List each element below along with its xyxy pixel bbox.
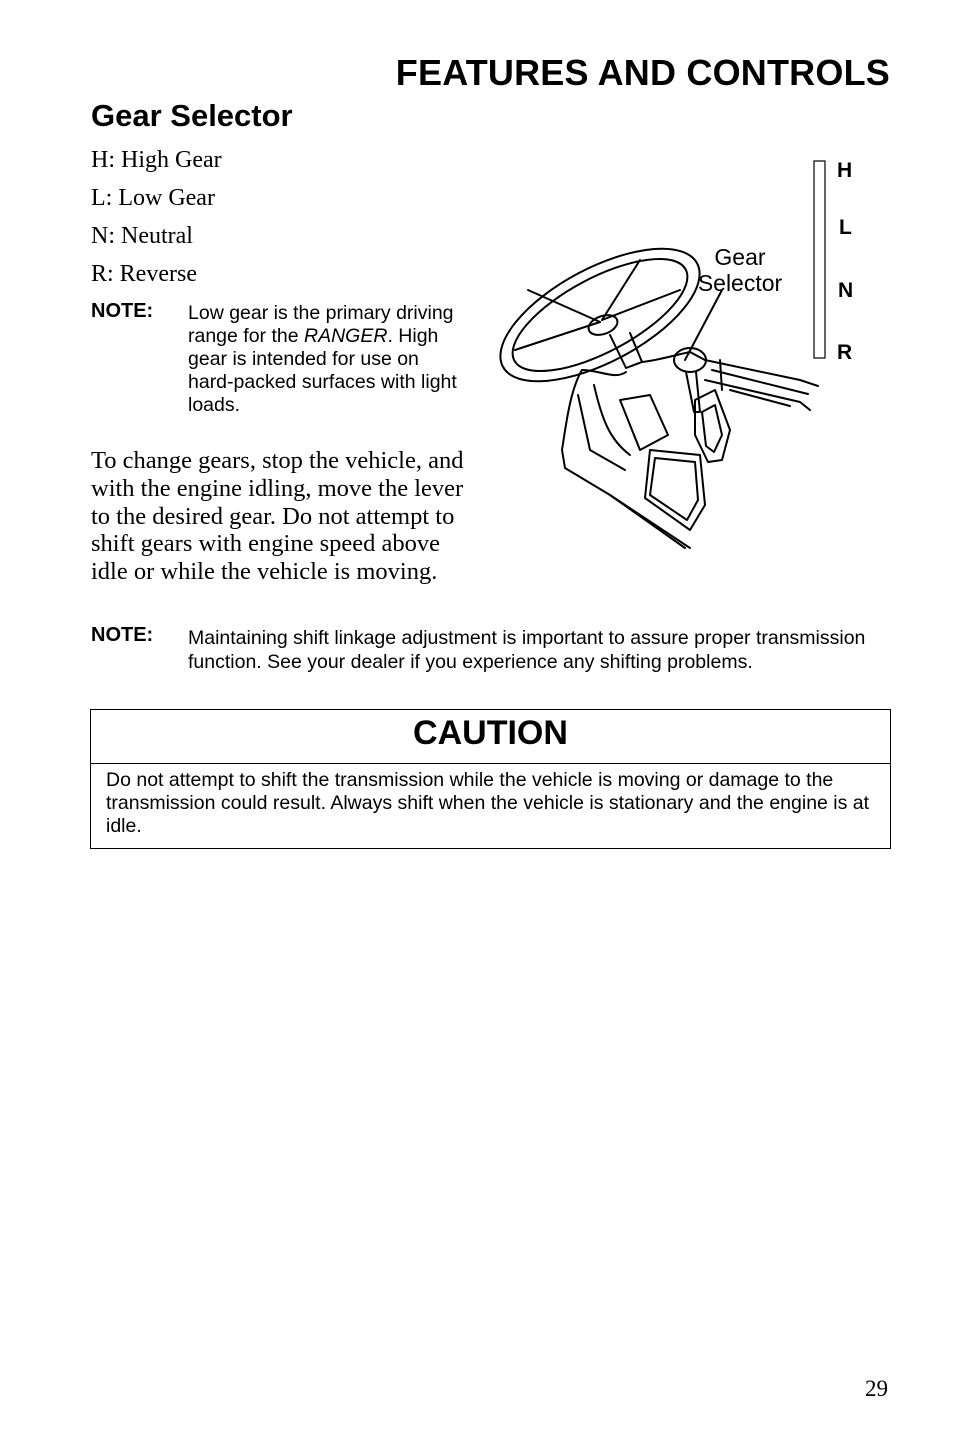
page-number: 29 <box>865 1376 888 1401</box>
caution-text: Do not attempt to shift the transmission while the vehicle is moving or damage to the transmission could result. Always shift when the vehicle is stationary and the engine is at idle. <box>106 769 870 837</box>
caution-title: CAUTION <box>91 710 890 764</box>
gear-position-r: R <box>837 341 853 364</box>
gear-position-n: N <box>838 279 854 302</box>
note-label: NOTE: <box>91 624 154 646</box>
note-label: NOTE: <box>91 300 154 322</box>
section-title: Gear Selector <box>91 98 293 133</box>
gear-item-neutral: N: Neutral <box>91 223 193 249</box>
note-text-part: Low gear is the primary driving range for the <box>188 302 454 347</box>
gear-position-h: H <box>837 159 853 182</box>
steering-wheel-gear-lever-illustration <box>490 150 890 570</box>
page-header: FEATURES AND CONTROLS <box>395 52 890 93</box>
gear-item-low: L: Low Gear <box>91 185 215 211</box>
note-text-part: . High gear is intended for use on hard-packed surfaces with light loads. <box>188 325 457 416</box>
gear-position-l: L <box>839 216 852 239</box>
shifting-instructions: To change gears, stop the vehicle, and with the engine idling, move the lever to the desired gear. Do not attempt to shift gears with engine speed above idle or while the vehicle is moving. <box>91 447 464 586</box>
callout-line: Selector <box>697 270 783 296</box>
gear-selector-figure <box>490 150 890 570</box>
caution-box <box>90 709 891 849</box>
gear-selector-callout <box>680 244 800 296</box>
gear-list <box>91 144 222 296</box>
callout-line: Gear <box>714 244 766 270</box>
gear-position-strip <box>814 161 825 358</box>
gear-item-reverse: R: Reverse <box>91 261 197 287</box>
vehicle-name: RANGER <box>304 325 388 347</box>
gear-item-high: H: High Gear <box>91 147 222 173</box>
note-text: Maintaining shift linkage adjustment is important to assure proper transmission function. See your dealer if you experience any shifting problems. <box>188 627 866 673</box>
note-text <box>188 302 458 417</box>
